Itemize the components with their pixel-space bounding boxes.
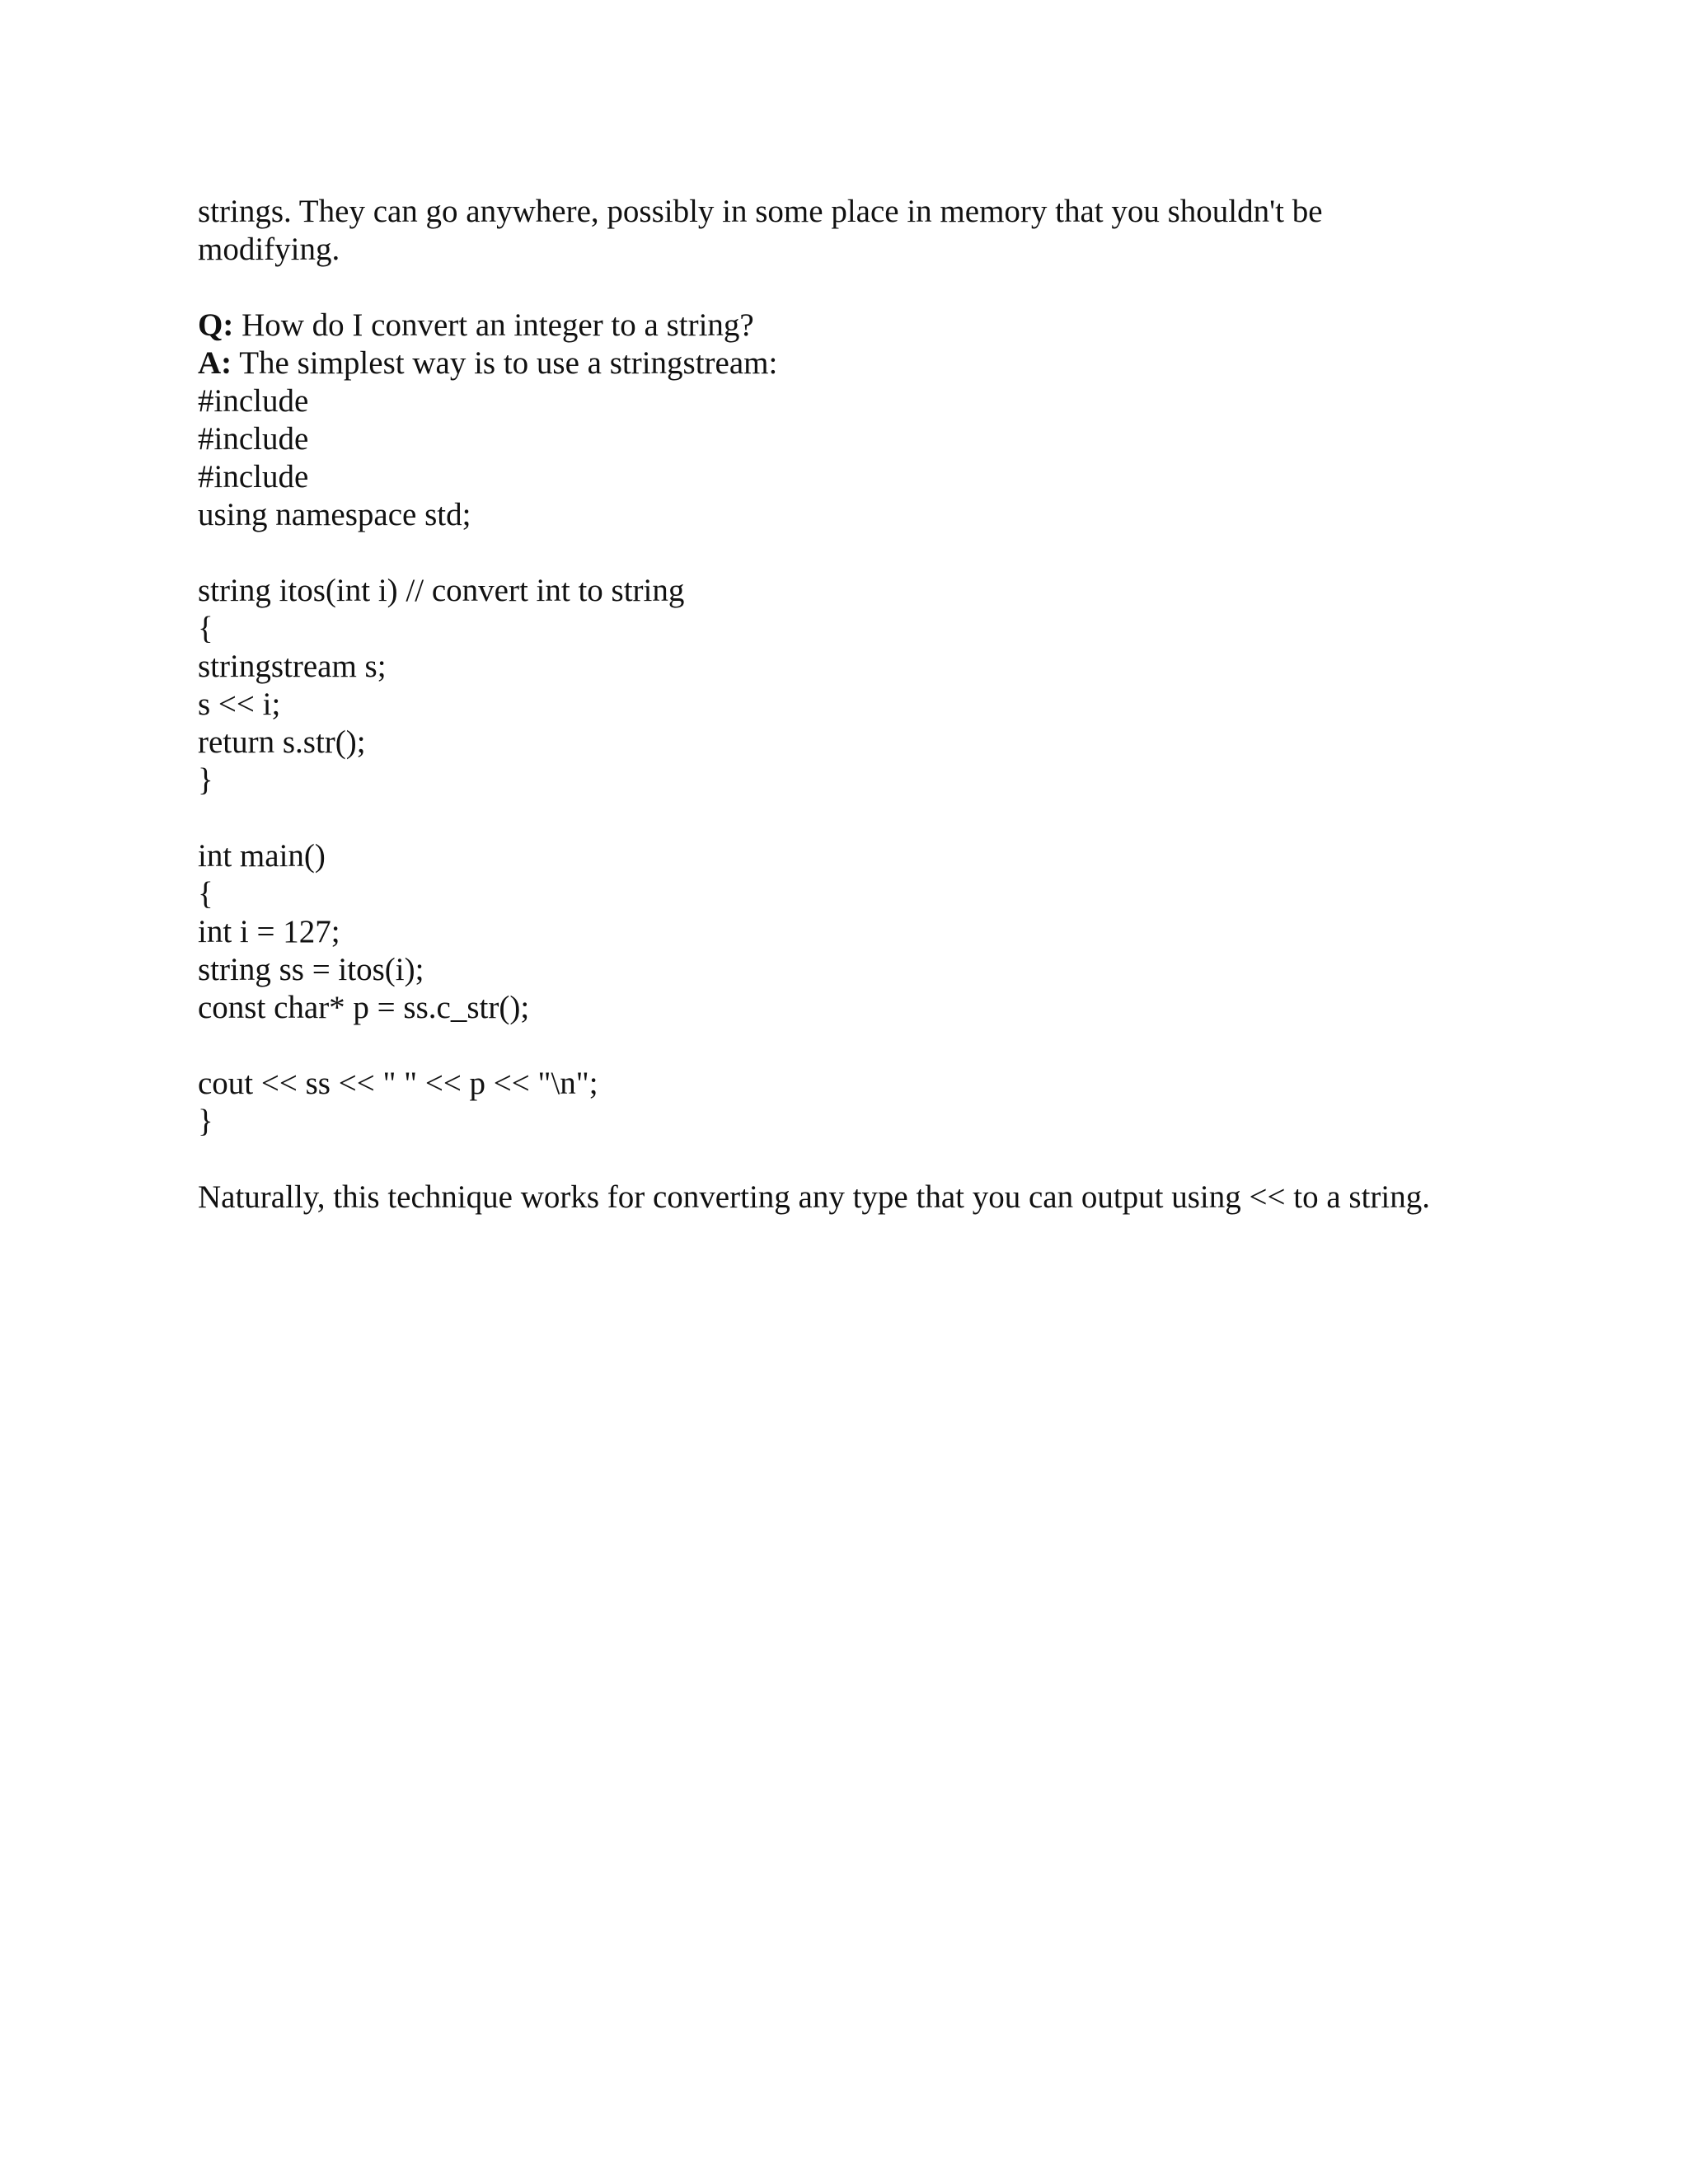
code-itos-line: return s.str(); (198, 724, 366, 760)
answer-label: A: (198, 345, 232, 381)
code-itos-line: s << i; (198, 687, 281, 722)
answer-line (198, 344, 1533, 382)
question-text: How do I convert an integer to a string? (233, 307, 754, 343)
code-cout-line: } (198, 1104, 213, 1139)
question-line (198, 307, 1533, 344)
code-using-line: using namespace std; (198, 497, 471, 532)
document-body (198, 193, 1533, 1216)
spacer (198, 1141, 1533, 1179)
intro-line-1: strings. They can go anywhere, possibly in some place in memory that you shouldn't be (198, 194, 1323, 229)
spacer (198, 799, 1533, 837)
spacer (198, 1027, 1533, 1065)
answer-text: The simplest way is to use a stringstream: (232, 345, 778, 381)
code-main-line: { (198, 876, 213, 912)
code-cout-line: cout << ss << " " << p << "\n"; (198, 1066, 598, 1101)
intro-line-2: modifying. (198, 232, 340, 267)
code-main-line: int main() (198, 838, 326, 874)
code-main-line: int i = 127; (198, 914, 340, 949)
code-itos-line: { (198, 611, 213, 646)
closing-paragraph: Naturally, this technique works for converting any type that you can output using << to a string. (198, 1179, 1430, 1215)
code-main-line: const char* p = ss.c_str(); (198, 990, 530, 1025)
code-main-line: string ss = itos(i); (198, 952, 424, 987)
code-itos-line: stringstream s; (198, 649, 387, 684)
question-label: Q: (198, 307, 234, 343)
code-itos-line: string itos(int i) // convert int to string (198, 573, 685, 608)
code-include-line: #include (198, 421, 309, 457)
spacer (198, 269, 1533, 307)
code-include-line: #include (198, 459, 309, 494)
spacer (198, 534, 1533, 572)
code-itos-line: } (198, 762, 213, 798)
code-include-line: #include (198, 383, 309, 419)
